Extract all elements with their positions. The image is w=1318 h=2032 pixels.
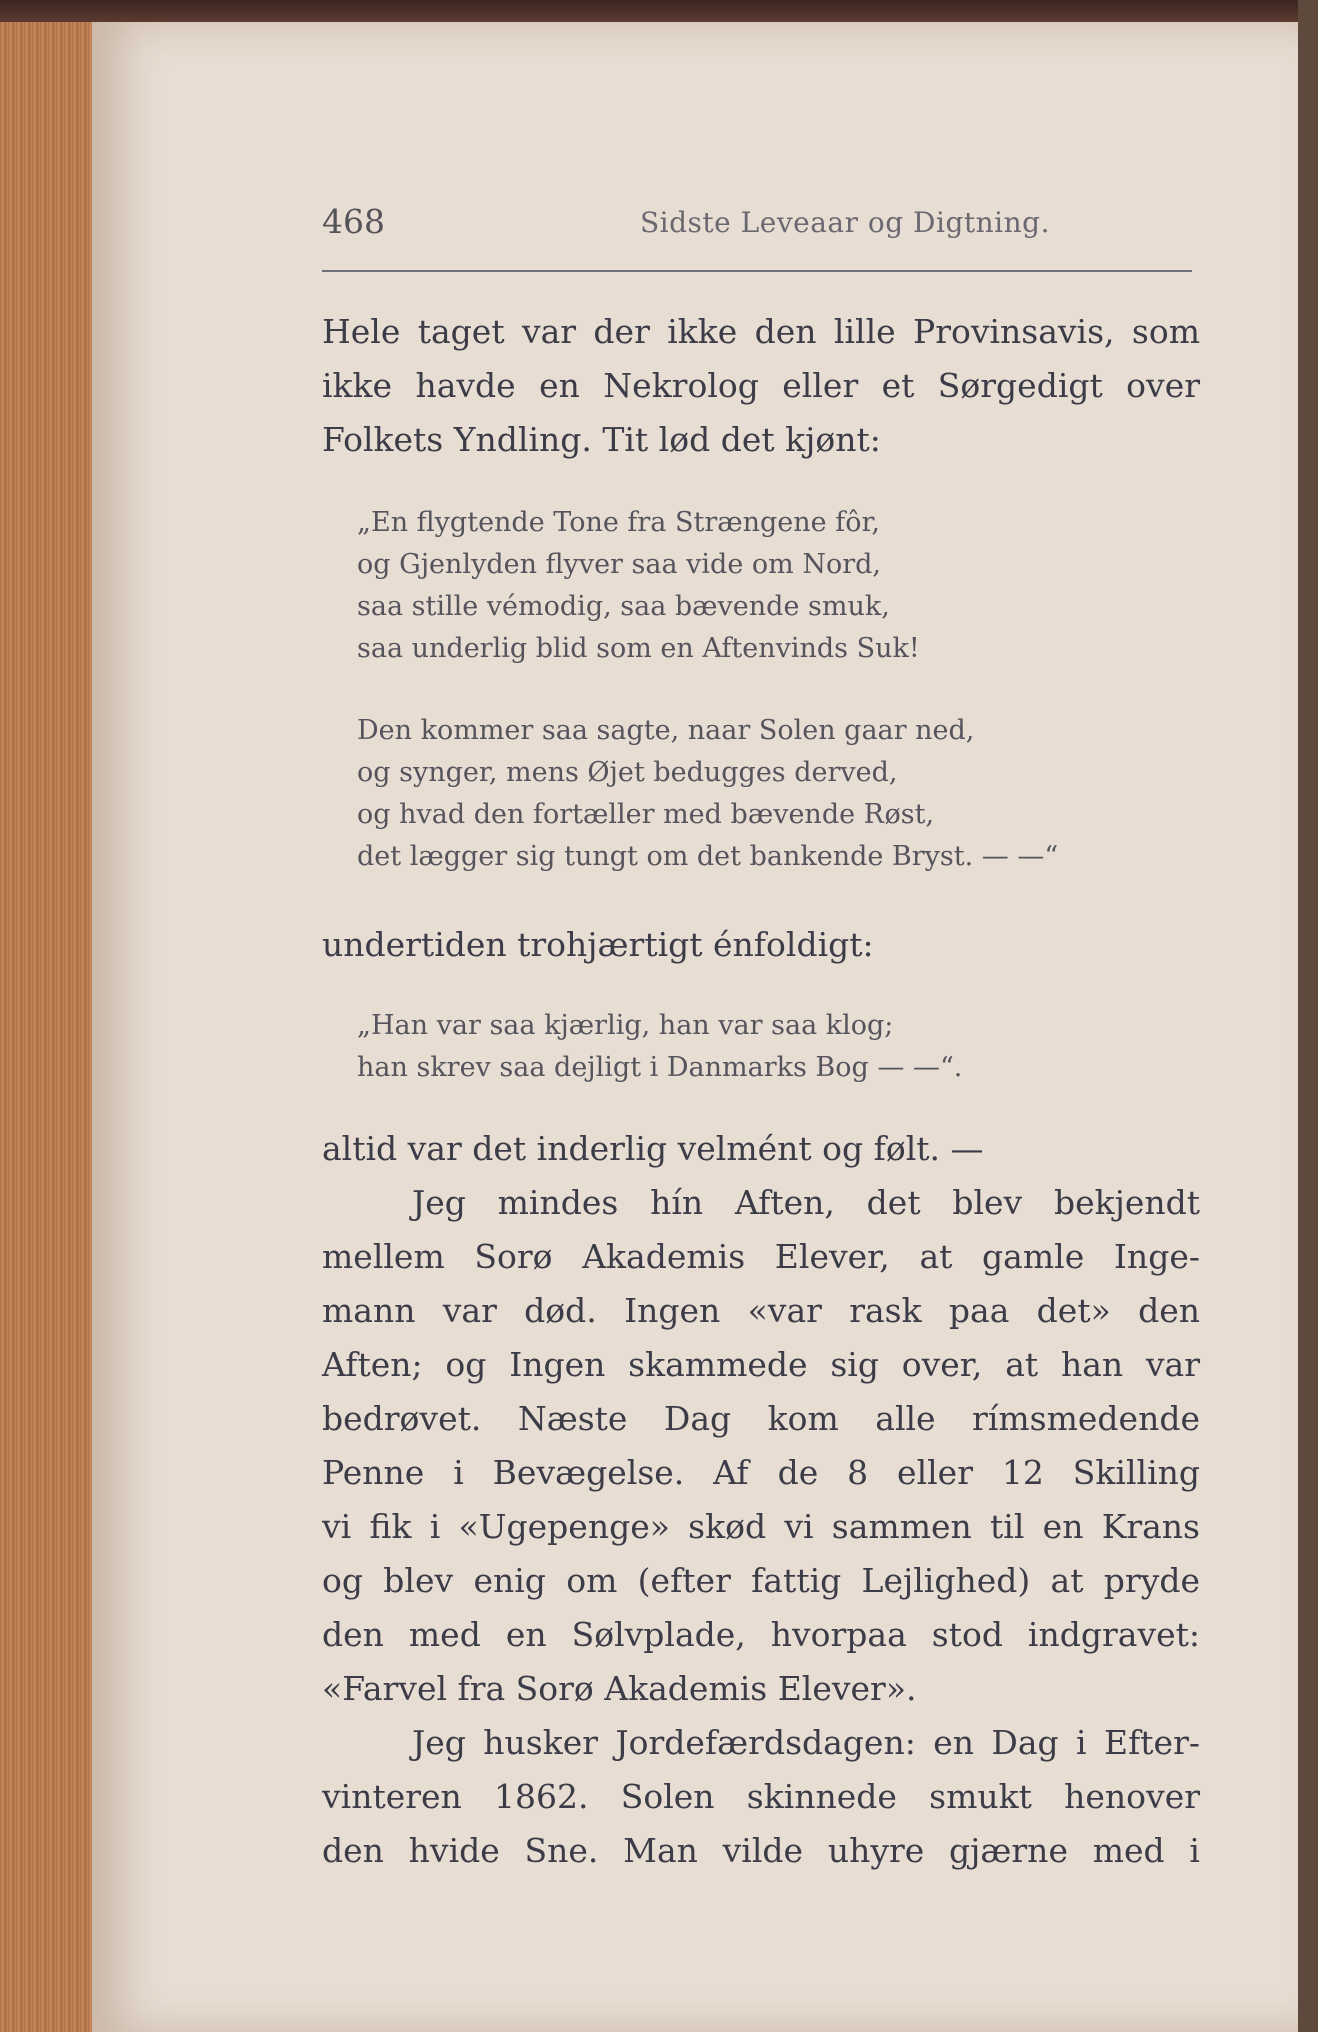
verse-line: „Han var saa kjærlig, han var saa klog;	[357, 1010, 894, 1041]
verse-line: Den kommer saa sagte, naar Solen gaar ned,	[357, 715, 975, 746]
text-line: mann var død. Ingen «var rask paa det» den	[322, 1291, 1200, 1330]
text-line: bedrøvet. Næste Dag kom alle rímsmedende	[322, 1399, 1200, 1438]
verse-line: saa stille vémodig, saa bævende smuk,	[357, 591, 890, 622]
verse-line: og hvad den fortæller med bævende Røst,	[357, 799, 935, 830]
verse-stanza-2	[357, 710, 1177, 878]
text-line: den hvide Sne. Man vilde uhyre gjærne med i	[322, 1831, 1200, 1870]
text-line: «Farvel fra Sorø Akademis Elever».	[322, 1669, 917, 1708]
text-line: mellem Sorø Akademis Elever, at gamle Inge-	[322, 1237, 1200, 1276]
running-title: Sidste Leveaar og Digtning.	[640, 206, 1050, 239]
book-page-edges	[0, 22, 92, 2032]
book-right-edge	[1298, 0, 1318, 2032]
text-line: Penne i Bevægelse. Af de 8 eller 12 Skilling	[322, 1453, 1200, 1492]
text-line: Jeg husker Jordefærdsdagen: en Dag i Efter-	[412, 1723, 1200, 1762]
paragraph-2	[322, 1122, 1200, 1716]
book-top-edge	[0, 0, 1318, 22]
text-line: og blev enig om (efter fattig Lejlighed) at pryde	[322, 1561, 1200, 1600]
text-line: den med en Sølvplade, hvorpaa stod indgravet:	[322, 1615, 1200, 1654]
verse-line: og synger, mens Øjet bedugges derved,	[357, 757, 898, 788]
page-header	[322, 202, 1292, 252]
text-line: Aften; og Ingen skammede sig over, at han var	[322, 1345, 1200, 1384]
page-number: 468	[322, 202, 385, 241]
line-undertiden	[322, 918, 1200, 972]
verse-stanza-1	[357, 502, 1177, 670]
verse-line: saa underlig blid som en Aftenvinds Suk!	[357, 633, 920, 664]
paragraph-3	[322, 1716, 1200, 1878]
verse-stanza-3	[357, 1005, 1177, 1089]
text-line: Folkets Yndling. Tit lød det kjønt:	[322, 420, 881, 459]
text-line: undertiden trohjærtigt énfoldigt:	[322, 925, 874, 964]
text-line: altid var det inderlig velmént og følt. —	[322, 1129, 984, 1168]
text-line: Jeg mindes hín Aften, det blev bekjendt	[412, 1183, 1200, 1222]
verse-line: og Gjenlyden flyver saa vide om Nord,	[357, 549, 881, 580]
verse-line: „En flygtende Tone fra Strængene fôr,	[357, 507, 880, 538]
text-line: vinteren 1862. Solen skinnede smukt henover	[322, 1777, 1200, 1816]
paragraph-1	[322, 305, 1200, 467]
verse-line: han skrev saa dejligt i Danmarks Bog — —“.	[357, 1052, 963, 1083]
header-rule	[322, 270, 1192, 272]
verse-line: det lægger sig tungt om det bankende Bryst. — —“	[357, 841, 1059, 872]
text-line: ikke havde en Nekrolog eller et Sørgedigt over	[322, 366, 1200, 405]
text-line: vi fik i «Ugepenge» skød vi sammen til en Krans	[322, 1507, 1200, 1546]
text-line: Hele taget var der ikke den lille Provinsavis, som	[322, 312, 1200, 351]
book-page	[92, 22, 1298, 2032]
